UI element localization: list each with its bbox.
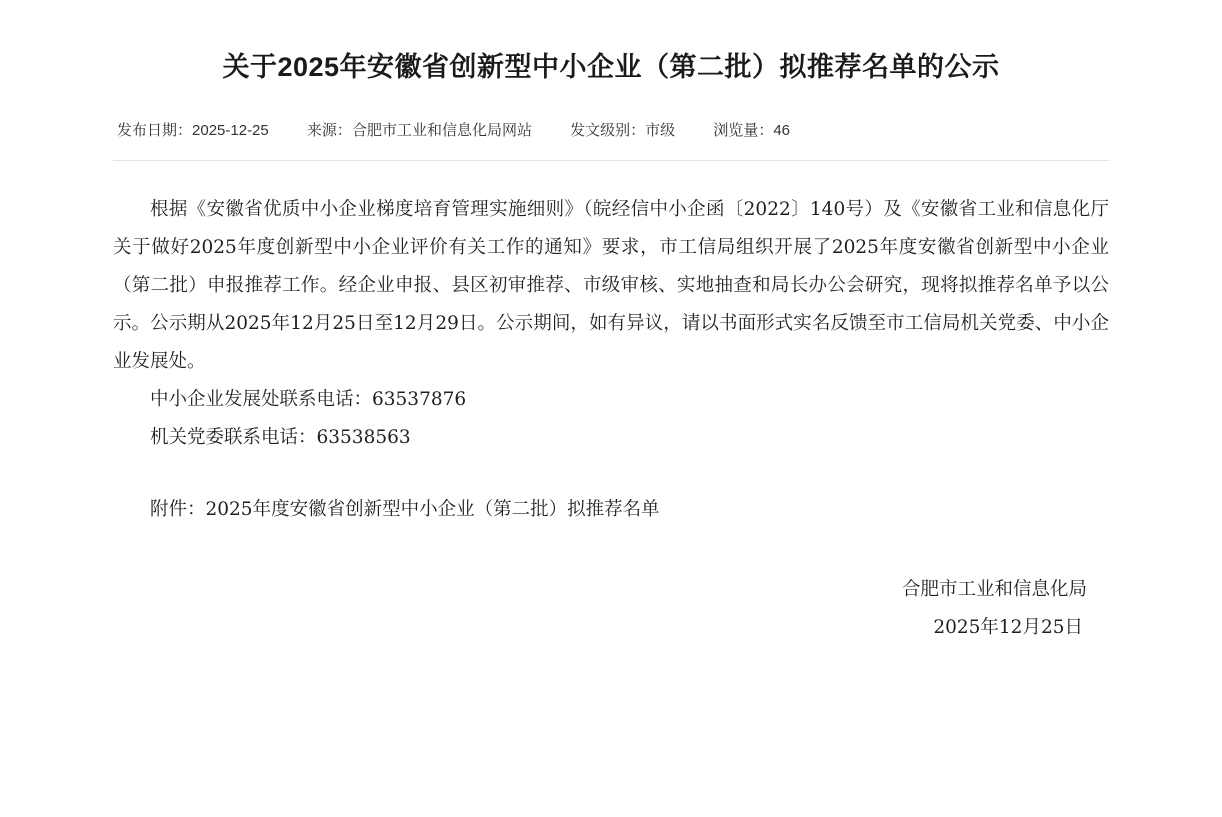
article-meta-bar — [113, 119, 1109, 161]
signature-block — [113, 571, 1109, 647]
meta-level-value: 市级 — [645, 122, 676, 139]
body-paragraph-3: 机关党委联系电话：63538563 — [150, 427, 411, 448]
body-paragraph-1: 根据《安徽省优质中小企业梯度培育管理实施细则》（皖经信中小企函〔2022〕140号）及《安徽省工业和信息化厅关于做好2025年度创新型中小企业评价有关工作的通知》要求，市工信局组织开展了2025年度安徽省创新型中小企业（第二批）申报推荐工作。经企业申报、县区初审推荐、市级审核、实地抽查和局长办公会研究，现将拟推荐名单予以公示。公示期从2025年12月25日至12月29日。公示期间，如有异议，请以书面形式实名反馈至市工信局机关党委、中小企业发展处。 — [113, 199, 1109, 372]
signature-organization: 合肥市工业和信息化局 — [901, 579, 1087, 600]
signature-date: 2025年12月25日 — [933, 617, 1083, 638]
meta-level — [570, 119, 675, 140]
article-container — [113, 0, 1109, 647]
meta-source-label: 来源： — [306, 122, 352, 139]
page-title: 关于2025年安徽省创新型中小企业（第二批）拟推荐名单的公示 — [222, 52, 1000, 82]
body-attachment-line: 附件：2025年度安徽省创新型中小企业（第二批）拟推荐名单 — [150, 499, 660, 520]
meta-views-label: 浏览量： — [713, 122, 774, 139]
meta-source — [307, 119, 532, 140]
meta-views — [713, 119, 790, 140]
meta-publish-date-label: 发布日期： — [117, 122, 193, 139]
body-paragraph-2: 中小企业发展处联系电话：63537876 — [150, 389, 467, 410]
article-body — [113, 191, 1109, 529]
meta-views-value: 46 — [773, 122, 791, 139]
meta-publish-date — [117, 119, 269, 140]
meta-publish-date-value: 2025-12-25 — [192, 122, 269, 139]
meta-level-label: 发文级别： — [570, 122, 646, 139]
meta-source-value: 合肥市工业和信息化局网站 — [351, 122, 532, 139]
